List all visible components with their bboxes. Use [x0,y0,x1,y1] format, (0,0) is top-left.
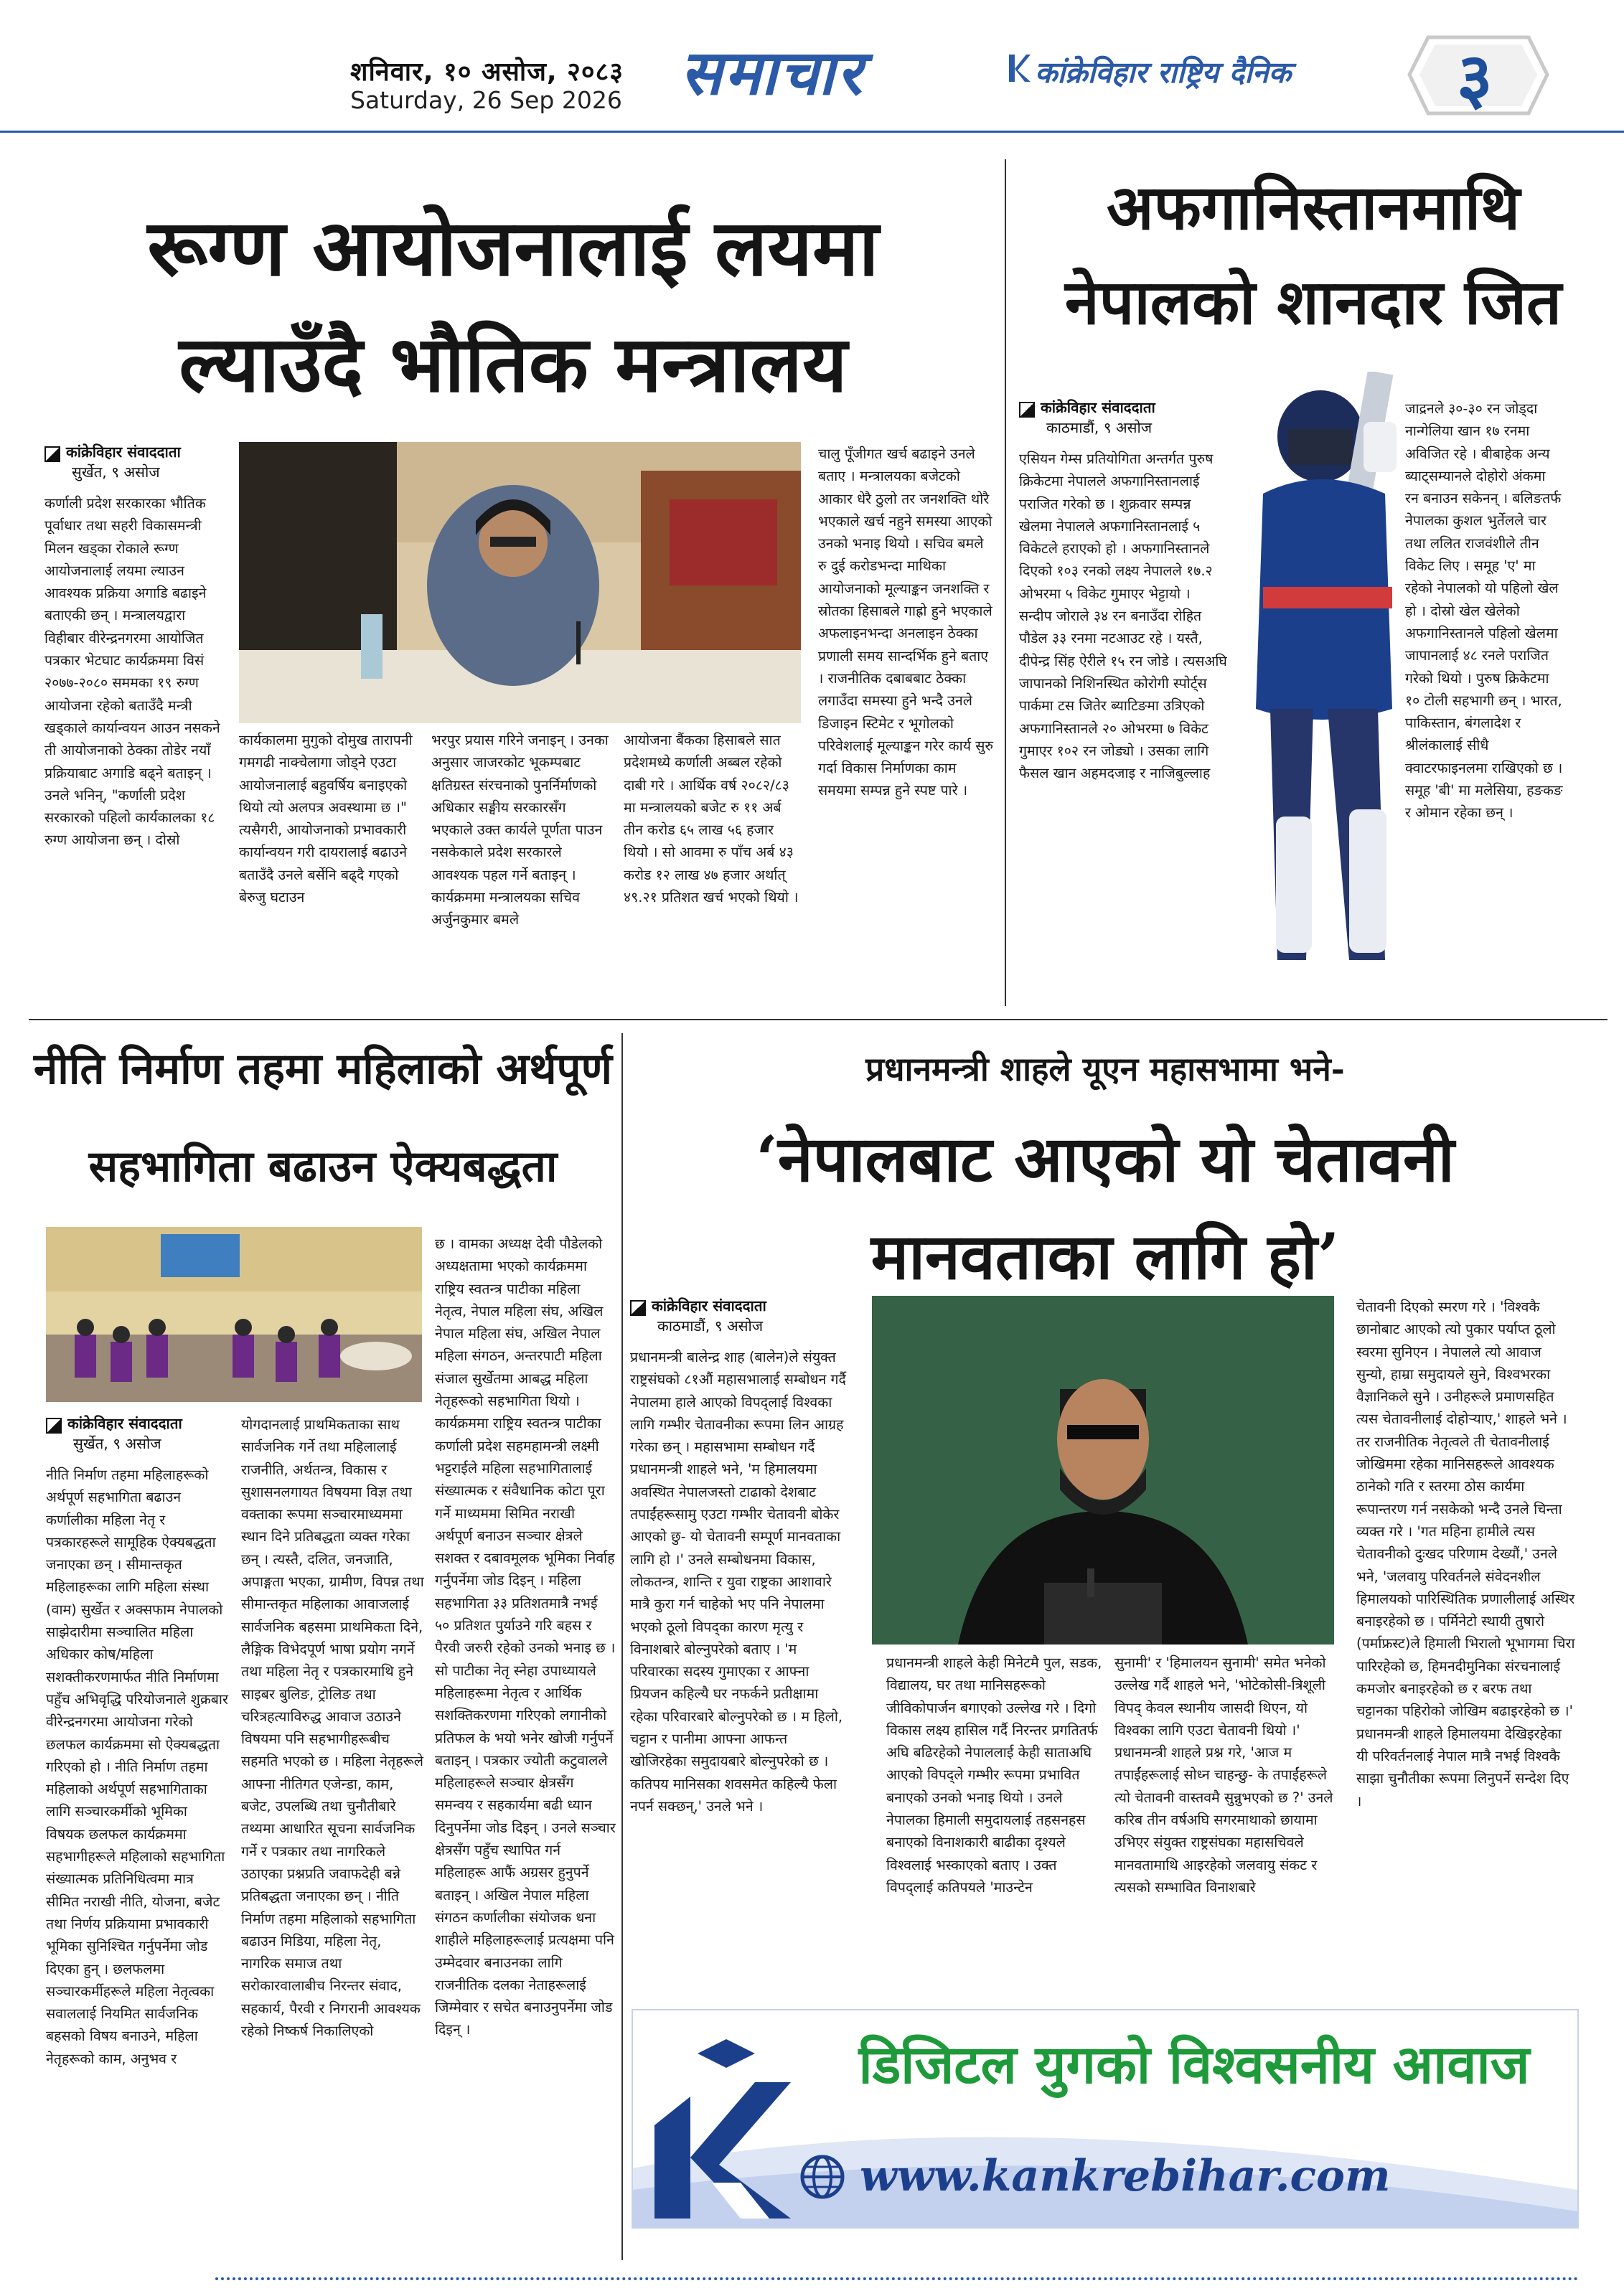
byline-marker-icon [46,1418,62,1434]
ad-tagline: डिजिटल युगको विश्वसनीय आवाज [858,2034,1530,2096]
story4-col2: प्रधानमन्त्री शाहले केही मिनेटमै पुल, सडक, विद्यालय, घर तथा मानिसहरूको जीविकोपार्जन बगाएको उल्लेख गरे । दिगो विकास लक्ष्य हासिल गर्दै निरन्तर प्रगतितर्फ अघि बढिरहेको नेपाललाई केही साताअघि आएको विपद्ले गम्भीर रूपमा प्रभावित बनाएको उनको भनाइ थियो । उनले नेपालका हिमाली समुदायलाई तहसनहस बनाएको विनाशकारी बाढीका दृश्यले विश्वलाई भस्काएको बताए । उक्त विपद्लाई कतिपयले 'माउन्टेन [886,1655,1102,1896]
page-number: ३ [1457,38,1493,118]
divider-vertical-bottom [621,1033,623,2260]
story4-photo-pm [872,1296,1334,1645]
advertisement[interactable] [632,2009,1579,2229]
ad-website-link[interactable]: www.kankrebihar.com [860,2151,1391,2201]
story4-headline-line2: मानवताका लागि हो’ [870,1219,1340,1294]
byline-name: कांक्रेविहार संवाददाता [67,1415,182,1432]
story1-col1: कर्णाली प्रदेश सरकारका भौतिक पूर्वाधार तथा सहरी विकासमन्त्री मिलन खड्का रोकाले रूग्ण आयोजनालाई लयमा ल्याउन आवश्यक प्रक्रिया अगाडि बढाइने बताएकी छन् । मन्त्रालयद्वारा विहीबार वीरेन्द्रनगरमा आयोजित पत्रकार भेटघाट कार्यक्रममा विसं २०७७-२०८० सममका १९ रुग्ण आयोजना रहेको बताउँदै मन्त्री खड्काले कार्यान्वयन आउन नसकने ती आयोजनाको ठेक्का तोडेर नयाँ प्रक्रियाबाट अगाडि बढ्ने बताइन् । उनले भनिन्, "कर्णाली प्रदेश सरकारको पहिलो कार्यकालका १८ रुग्ण आयोजना छन् । दोस्रो [44,495,220,849]
kankrebihar-logo-icon [647,2039,798,2219]
story1-headline-line2: ल्याउँदै भौतिक मन्त्रालय [179,319,848,410]
story1-byline [44,442,224,482]
story2-col1: एसियन गेम्स प्रतियोगिता अन्तर्गत पुरुष क्रिकेटमा नेपालले अफगानिस्तानलाई पराजित गरेको छ । शुक्रवार सम्पन्न खेलमा नेपालले अफगानिस्तानलाई ५ विकेटले हराएको हो । अफगानिस्तानले दिएको १०३ रनको लक्ष्य नेपालले १७.२ ओभरमा ५ विकेट गुमाएर भेट्टायो । सन्दीप जोराले ३४ रन बनाउँदा रोहित पौडेल ३३ रनमा नटआउट रहे । यस्तै, दीपेन्द्र सिंह ऐरीले १५ रन जोडे । त्यसअघि जापानको निशिनस्थित कोरोगी स्पोर्ट्स पार्कमा टस जितेर ब्याटिङमा उत्रिएको अफगानिस्तानले २० ओभरमा ७ विकेट गुमाएर १०२ रन जोड्यो । उसका लागि फैसल खान अहमदजाइ र नाजिबुल्लाह [1019,451,1227,782]
story4-kicker: प्रधानमन्त्री शाहले यूएन महासभामा भने- [865,1050,1345,1088]
story2-byline [1019,397,1234,438]
story4-col4: चेतावनी दिएको स्मरण गरे । 'विश्वकै छानोबाट आएको त्यो पुकार पर्याप्त ठूलो स्वरमा सुनिएन । नेपालले त्यो आवाज सुन्यो, हाम्रा समुदायले सुने, विश्वभरका वैज्ञानिकले सुने । उनीहरूले प्रमाणसहित त्यस चेतावनीलाई दोहोऱ्याए,' शाहले भने । तर राजनीतिक नेतृत्वले ती चेतावनीलाई जोखिममा रहेका मानिसहरूले आवश्यक ठानेको गति र स्तरमा ठोस कार्यमा रूपान्तरण गर्न नसकेको भन्दै उनले चिन्ता व्यक्त गरे । 'गत महिना हामीले त्यस चेतावनीको दुःखद परिणाम देख्यौं,' उनले भने, 'जलवायु परिवर्तनले संवेदनशील हिमालयको पारिस्थितिक प्रणालीलाई अस्थिर बनाइरहेको छ । पर्मिनेटो स्थायी तुषारो (पर्माफ्रस्ट)ले हिमाली भिरालो भूभागमा चिरा पारिरहेको छ, हिमनदीमुनिका संरचनालाई कमजोर बनाइरहेको छ र बरफ तथा चट्टानका पहिरोको जोखिम बढाइरहेको छ ।' प्रधानमन्त्री शाहले हिमालयमा देखिइरहेका यी परिवर्तनलाई नेपाल मात्रै नभई विश्वकै साझा चुनौतीका रूपमा लिनुपर्ने सन्देश दिए । [1356,1299,1575,1810]
byline-name: कांक्रेविहार संवाददाता [66,443,181,461]
byline-place: सुर्खेत, ९ असोज [73,1435,161,1452]
story1-col5: चालु पूँजीगत खर्च बढाइने उनले बताए । मन्त्रालयका बजेटको आकार धेरै ठुलो तर जनशक्ति थोरै भएकाले खर्च नहुने समस्या आएको उनको भनाइ थियो । सचिव बमले रु दुई करोडभन्दा माथिका आयोजनाको मूल्याङ्कन जनशक्ति र स्रोतका हिसाबले गाह्रो हुने भएकाले अफलाइनभन्दा अनलाइन ठेक्का प्रणाली समय सान्दर्भिक हुने बताए । राजनीतिक दबाबबाट ठेक्का लगाउँदा समस्या हुने भन्दै उनले डिजाइन स्टिमेट र भूगोलको परिवेशलाई मूल्याङ्कन गरेर कार्य सुरु गर्दा विकास निर्माणका काम समयमा सम्पन्न हुने स्पष्ट पारे । [818,446,994,799]
section-title: समाचार [680,37,864,109]
story3-photo-meeting [46,1227,422,1402]
story1-photo-minister [239,442,801,723]
byline-name: कांक्रेविहार संवाददाता [1041,399,1155,416]
divider-horizontal-mid [29,1019,1607,1020]
story2-photo-cricketer [1220,372,1421,982]
byline-name: कांक्रेविहार संवाददाता [652,1297,766,1314]
ad-globe-icon [799,2154,845,2200]
story4-col3: सुनामी' र 'हिमालयन सुनामी' समेत भनेको उल्लेख गर्दै शाहले भने, 'भोटेकोसी-त्रिशूली विपद् केवल स्थानीय जासदी थिएन, यो विश्वका लागि एउटा चेतावनी थियो ।' प्रधानमन्त्री शाहले प्रश्न गरे, 'आज म तपाईंहरूलाई सोध्न चाहन्छु- के तपाईंहरूले त्यो चेतावनी वास्तवमै सुन्नुभएको छ ?' उनले करिब तीन वर्षअघि सगरमाथाको छायामा उभिएर संयुक्त राष्ट्रसंघका महासचिवले मानवतामाथि आइरहेको जलवायु संकट र त्यसको सम्भावित विनाशबारे [1114,1655,1333,1896]
byline-place: काठमाडौं, ९ असोज [657,1317,764,1335]
story3-col3: छ । वामका अध्यक्ष देवी पौडेलको अध्यक्षतामा भएको कार्यक्रममा राष्ट्रिय स्वतन्त्र पाटीका महिला नेतृत्व, नेपाल महिला संघ, अखिल नेपाल महिला संघ, अखिल नेपाल महिला संगठन, अन्तरपाटी महिला संजाल सुर्खेतमा आबद्ध महिला नेतृहरूको सहभागिता थियो । कार्यक्रममा राष्ट्रिय स्वतन्त्र पाटीका कर्णाली प्रदेश सहमहामन्त्री लक्ष्मी भट्टराईले महिला सहभागितालाई संख्यात्मक र संवैधानिक कोटा पूरा गर्ने माध्यममा सिमित नराखी अर्थपूर्ण बनाउन सञ्चार क्षेत्रले सशक्त र दबावमूलक भूमिका निर्वाह गर्नुपर्नेमा जोड दिइन् । महिला सहभागिता ३३ प्रतिशतमात्रै नभई ५० प्रतिशत पुर्याउने गरि बहस र पैरवी जरुरी रहेको उनको भनाइ छ । सो पाटीका नेतृ स्नेहा उपाध्यायले महिलाहरूमा नेतृत्व र आर्थिक सशक्तिकरणमा गरिएको लगानीको प्रतिफल के भयो भनेर खोजी गर्नुपर्ने बताइन् । पत्रकार ज्योती कटुवालले महिलाहरूले सञ्चार क्षेत्रसँग समन्वय र सहकार्यमा बढी ध्यान दिनुपर्नेमा जोड दिइन् । उनले सञ्चार क्षेत्रसँग पहुँच स्थापित गर्न महिलाहरू आफैं अग्रसर हुनुपर्ने बताइन् । अखिल नेपाल महिला संगठन कर्णालीका संयोजक धना शाहीले महिलाहरूलाई प्रत्यक्षमा पनि उम्मेदवार बनाउनका लागि राजनीतिक दलका नेताहरूलाई जिम्मेवार र सचेत बनाउनुपर्नेमा जोड दिइन् । [435,1236,616,2038]
story3-headline-line1: नीति निर्माण तहमा महिलाको अर्थपूर्ण [33,1044,612,1094]
story4-headline-line1: ‘नेपालबाट आएको यो चेतावनी [756,1121,1455,1196]
story3-headline-line2: सहभागिता बढाउन ऐक्यबद्धता [88,1142,558,1192]
brand-logo [1006,52,1031,85]
header-divider [0,131,1624,133]
story2-headline-line2: नेपालको शानदार जित [1064,266,1562,339]
story2-headline-line1: अफगानिस्तानमाथि [1106,171,1521,244]
story2-col2: जाद्रनले ३०-३० रन जोड्दा नान्गेलिया खान १७ रनमा अविजित रहे । बीबाहेक अन्य ब्याट्सम्यानले दोहोरो अंकमा रन बनाउन सकेनन् । बलिङतर्फ नेपालका कुशल भुर्तेलले चार तथा ललित राजवंशीले तीन विकेट लिए । समूह 'ए' मा रहेको नेपालको यो पहिलो खेल हो । दोस्रो खेल खेलेको अफगानिस्तानले पहिलो खेलमा जापानलाई ४८ रनले पराजित गरेको थियो । पुरुष क्रिकेटमा १० टोली सहभागी छन् । भारत, पाकिस्तान, बंगलादेश र श्रीलंकालाई सीधै क्वाटरफाइनलमा राखिएको छ । समूह 'बी' मा मलेसिया, हङकङ र ओमान रहेका छन् । [1405,400,1563,822]
byline-marker-icon [630,1300,646,1316]
byline-place: सुर्खेत, ९ असोज [72,464,160,481]
story1-headline-line1: रूग्ण आयोजनालाई लयमा [147,203,879,293]
footer-dots [215,2273,1579,2280]
divider-vertical-top [1005,159,1006,1006]
header [0,0,1624,133]
ad-logo [647,2039,798,2219]
brand-name: कांक्रेविहार राष्ट्रिय दैनिक [1035,55,1292,90]
date-english: Saturday, 26 Sep 2026 [350,86,622,114]
date-nepali: शनिवार, १० असोज, २०८३ [350,57,624,87]
story3-col2: योगदानलाई प्राथमिकताका साथ सार्वजनिक गर्ने तथा महिलालाई राजनीति, अर्थतन्त्र, विकास र सुशासनलगायत विषयमा विज्ञ तथा वक्ताका रूपमा सञ्चारमाध्यममा स्थान दिने प्रतिबद्धता व्यक्त गरेका छन् । त्यस्तै, दलित, जनजाति, अपाङ्गता भएका, ग्रामीण, विपन्न तथा सीमान्तकृत महिलाका आवाजलाई सार्वजनिक बहसमा प्राथमिकता दिने, लैङ्गिक विभेदपूर्ण भाषा प्रयोग नगर्ने तथा महिला नेतृ र पत्रकारमाथि हुने साइबर बुलिङ, ट्रोलिङ तथा चरित्रहत्याविरुद्ध आवाज उठाउने विषयमा पनि सहभागीहरूबीच सहमति भएको छ । महिला नेतृहरूले आफ्ना नीतिगत एजेन्डा, काम, बजेट, उपलब्धि तथा चुनौतीबारे तथ्यमा आधारित सूचना सार्वजनिक गर्ने र पत्रकार तथा नागरिकले उठाएका प्रश्नप्रति जवाफदेही बन्ने प्रतिबद्धता जनाएका छन् । नीति निर्माण तहमा महिलाको सहभागिता बढाउन मिडिया, महिला नेतृ, नागरिक समाज तथा सरोकारवालाबीच निरन्तर संवाद, सहकार्य, पैरवी र निगरानी आवश्यक रहेको निष्कर्ष निकालिएको [241,1416,424,2040]
byline-marker-icon [44,446,60,462]
byline-marker-icon [1019,402,1035,418]
byline-place: काठमाडौं, ९ असोज [1046,419,1153,436]
brand-k-icon [1006,52,1031,85]
story1-col3: भरपुर प्रयास गरिने जनाइन् । उनका अनुसार जाजरकोट भूकम्पबाट क्षतिग्रस्त संरचनाको पुनर्निर्माणको अधिकार सङ्घीय सरकारसँग भएकाले उक्त कार्यले पूर्णता पाउन नसकेकाले प्रदेश सरकारले आवश्यक पहल गर्ने बताइन् । कार्यक्रममा मन्त्रालयका सचिव अर्जुनकुमार बमले [431,732,609,928]
story3-byline [46,1413,261,1454]
story1-col4: आयोजना बैंकका हिसाबले सात प्रदेशमध्ये कर्णाली अब्बल रहेको दाबी गरे । आर्थिक वर्ष २०८२/८३ मा मन्त्रालयको बजेट रु ११ अर्ब तीन करोड ६५ लाख ५६ हजार थियो । सो आवमा रु पाँच अर्ब ४३ करोड १२ लाख ४७ हजार अर्थात् ४९.२१ प्रतिशत खर्च भएको थियो । [624,732,799,906]
story3-col1: नीति निर्माण तहमा महिलाहरूको अर्थपूर्ण सहभागिता बढाउन कर्णालीका महिला नेतृ र पत्रकारहरूले सामूहिक ऐक्यबद्धता जनाएका छन् । सीमान्तकृत महिलाहरूका लागि महिला संस्था (वाम) सुर्खेत र अक्सफाम नेपालको साझेदारीमा सञ्चालित महिला अधिकार कोष/महिला सशक्तीकरणमार्फत नीति निर्माणमा पहुँच अभिवृद्धि परियोजनाले शुक्रबार वीरेन्द्रनगरमा आयोजना गरेको छलफल कार्यक्रममा सो ऐक्यबद्धता गरिएको हो । नीति निर्माण तहमा महिलाको अर्थपूर्ण सहभागिताका लागि सञ्चारकर्मीको भूमिका विषयक छलफल कार्यक्रममा सहभागीहरूले महिलाको सहभागिता संख्यात्मक प्रतिनिधित्वमा मात्र सीमित नराखी नीति, योजना, बजेट तथा निर्णय प्रक्रियामा प्रभावकारी भूमिका सुनिश्चित गर्नुपर्नेमा जोड दिएका हुन् । छलफलमा सञ्चारकर्मीहरूले महिला नेतृत्वका सवाललाई नियमित सार्वजनिक बहसको विषय बनाउने, महिला नेतृहरूको काम, अनुभव र [46,1467,228,2067]
story4-byline [630,1296,845,1336]
story1-col2: कार्यकालमा मुगुको दोमुख तारापनी गमगढी नाक्चेलागा जोड्ने एउटा आयोजनालाई बहुवर्षिय बनाइएको थियो त्यो अलपत्र अवस्थामा छ ।" त्यसैगरी, आयोजनाको प्रभावकारी कार्यान्वयन गरी दायरालाई बढाउने बताउँदै उनले बर्सेनि बढ्दै गएको बेरुजु घटाउन [239,732,413,906]
story4-col1: प्रधानमन्त्री बालेन्द्र शाह (बालेन)ले संयुक्त राष्ट्रसंघको ८१औं महासभालाई सम्बोधन गर्दै नेपालमा हाले आएको विपद्लाई विश्वका लागि गम्भीर चेतावनीका रूपमा लिन आग्रह गरेका छन् । महासभामा सम्बोधन गर्दै प्रधानमन्त्री शाहले भने, 'म हिमालयमा अवस्थित नेपालजस्तो टाढाको देशबाट तपाईंहरूसामु एउटा गम्भीर चेतावनी बोकेर आएको छु- यो चेतावनी सम्पूर्ण मानवताका लागि हो ।' उनले सम्बोधनमा विकास, लोकतन्त्र, शान्ति र युवा राष्ट्रका आशावारे मात्रै कुरा गर्न चाहेको भए पनि नेपालमा भएको ठूलो विपद्का कारण मृत्यु र विनाशबारे बोल्नुपरेको बताए । 'म परिवारका सदस्य गुमाएका र आफ्ना प्रियजन कहिल्यै घर नफर्कने प्रतीक्षामा रहेका परिवारबारे बोल्नुपरेको छ । म हिलो, चट्टान र पानीमा आफ्ना आफन्त खोजिरहेका समुदायबारे बोल्नुपरेको छ । कतिपय मानिसका शवसमेत कहिल्यै फेला नपर्न सक्छन्,' उनले भने । [630,1349,846,1815]
page-badge [1407,32,1550,119]
